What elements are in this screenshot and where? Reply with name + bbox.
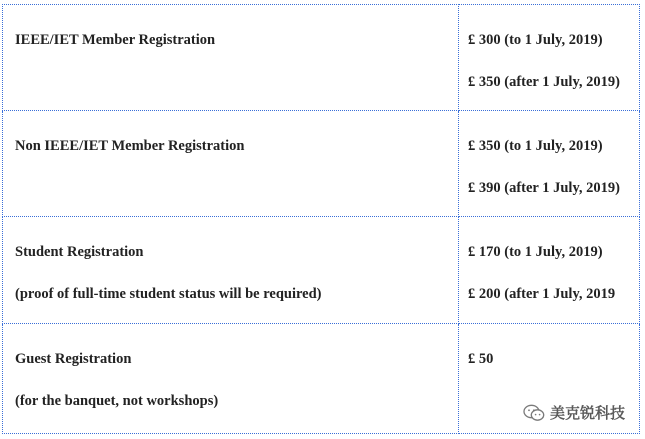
fee-late: £ 350 (after 1 July, 2019) <box>468 74 620 90</box>
category-label: Student Registration <box>15 244 144 261</box>
category-cell <box>3 217 459 323</box>
fee-late: £ 390 (after 1 July, 2019) <box>468 180 620 197</box>
category-cell <box>3 111 459 217</box>
fee-early: £ 170 (to 1 July, 2019) <box>468 244 603 261</box>
fee-early: £ 50 <box>468 350 494 367</box>
category-label: Guest Registration <box>15 350 132 367</box>
category-label: Non IEEE/IET Member Registration <box>15 138 245 155</box>
table-row <box>3 217 640 323</box>
watermark <box>523 402 625 423</box>
category-label: IEEE/IET Member Registration <box>15 32 216 48</box>
table-row <box>3 5 640 111</box>
watermark-text: 美克锐科技 <box>549 404 625 422</box>
category-note: (proof of full-time student status will be required) <box>15 286 322 303</box>
fee-early: £ 350 (to 1 July, 2019) <box>468 138 603 155</box>
registration-fee-table <box>2 4 640 434</box>
fee-early: £ 300 (to 1 July, 2019) <box>468 32 603 48</box>
category-cell <box>3 5 459 111</box>
table-row <box>3 111 640 217</box>
fee-cell <box>459 111 640 217</box>
fee-cell <box>459 5 640 111</box>
category-note: (for the banquet, not workshops) <box>15 392 219 409</box>
fee-cell <box>459 217 640 323</box>
wechat-icon <box>523 404 545 422</box>
fee-late: £ 200 (after 1 July, 2019 <box>468 286 616 303</box>
category-cell <box>3 323 459 433</box>
